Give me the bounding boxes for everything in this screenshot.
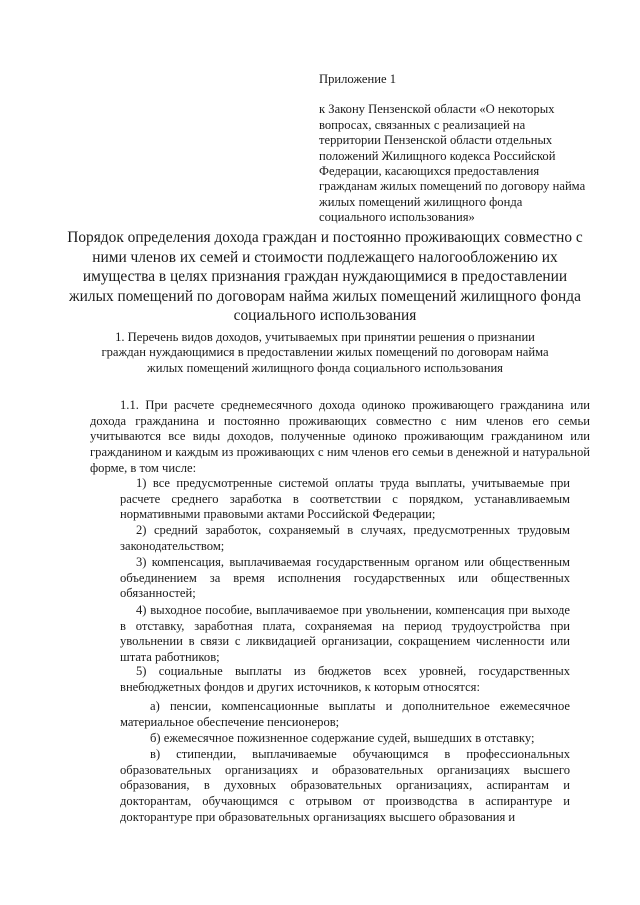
document-title: Порядок определения дохода граждан и постоянно проживающих совместно с ними членов их семей и стоимости подлежащего налогообложению их имущества в целях признания граждан нуждающимися в предоставлении жилых помещений по договорам найма жилых помещений жилищного фонда социального использования	[67, 229, 583, 324]
section-title: 1. Перечень видов доходов, учитываемых при принятии решения о признании граждан нуждающимися в предоставлении жилых помещений по договорам найма жилых помещений жилищного фонда социального использования	[101, 330, 549, 375]
list-item-3: 3) компенсация, выплачиваемая государственным органом или общественным объединением за время исполнения государственных или общественных обязанностей;	[120, 555, 570, 601]
subitem-b: б) ежемесячное пожизненное содержание судей, вышедших в отставку;	[150, 731, 535, 745]
list-item-5: 5) социальные выплаты из бюджетов всех уровней, государственных внебюджетных фондов и других источников, к которым относятся:	[120, 664, 570, 694]
annex-title: Приложение 1	[319, 72, 397, 86]
annex-block	[319, 72, 589, 226]
annex-reference: к Закону Пензенской области «О некоторых вопросах, связанных с реализацией на территории Пензенской области отдельных положений Жилищного кодекса Российской Федерации, касающихся предоставления гражданам жилых помещений по договору найма жилых помещений жилищного фонда социального использования»	[319, 102, 586, 225]
list-item-4: 4) выходное пособие, выплачиваемое при увольнении, компенсация при выходе в отставку, заработная плата, сохраняемая на период трудоустройства при увольнении в связи с ликвидацией организации, сокращением численности или штата работников;	[120, 603, 570, 665]
list-item-1: 1) все предусмотренные системой оплаты труда выплаты, учитываемые при расчете среднего заработка в соответствии с порядком, устанавливаемым нормативными правовыми актами Российской Федерации;	[120, 476, 570, 522]
list-item-2: 2) средний заработок, сохраняемый в случаях, предусмотренных трудовым законодательством;	[120, 523, 570, 553]
subitem-c: в) стипендии, выплачиваемые обучающимся в профессиональных образовательных организациях и образовательных организациях высшего образования, в духовных образовательных организациях, аспирантам и докторантам, обучающимся с отрывом от производства в аспирантуре и докторантуре при образовательных организациях высшего образования и	[120, 747, 570, 824]
paragraph-1-1: 1.1. При расчете среднемесячного дохода одиноко проживающего гражданина или дохода гражданина и постоянно проживающих совместно с ним членов его семьи учитываются все виды доходов, полученные одиноко проживающим гражданином или гражданином и каждым из проживающих с ним членов его семьи в денежной и натуральной форме, в том числе:	[90, 398, 590, 475]
subitem-a: а) пенсии, компенсационные выплаты и дополнительное ежемесячное материальное обеспечение пенсионеров;	[120, 699, 570, 729]
